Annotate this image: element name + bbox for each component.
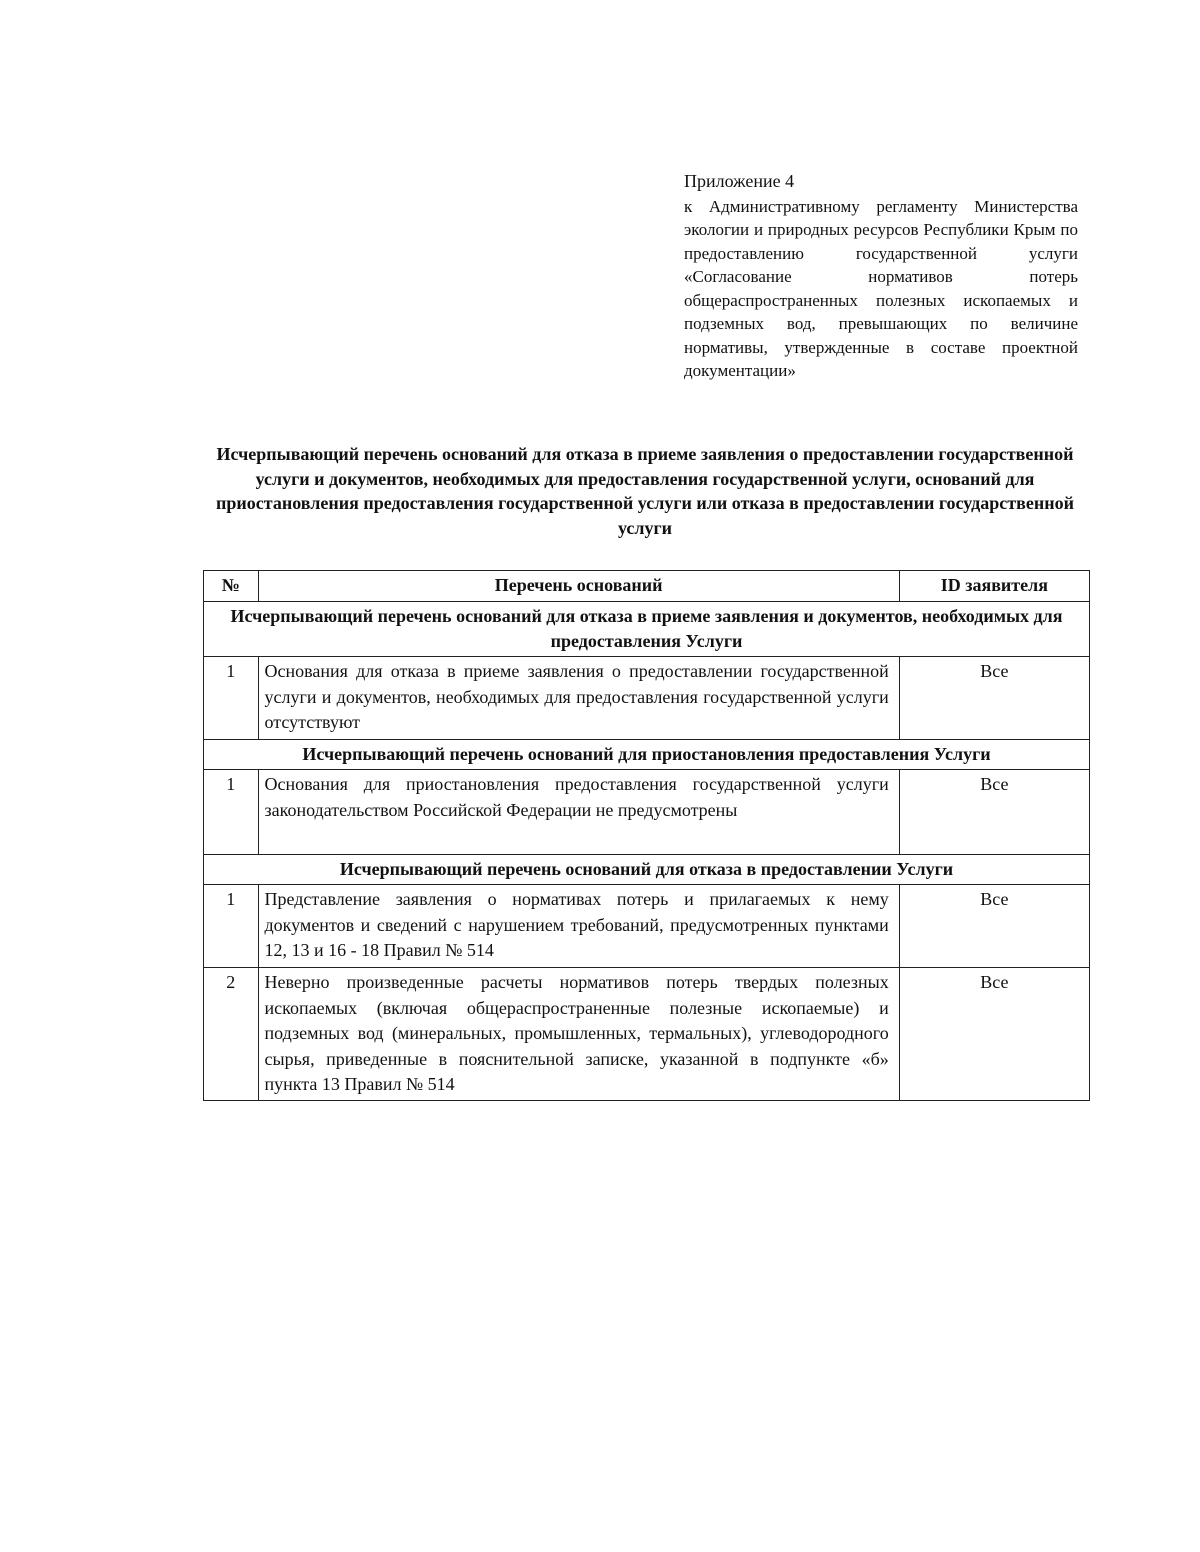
row-applicant: Все <box>899 657 1089 740</box>
row-applicant: Все <box>899 968 1089 1101</box>
section-header-row <box>204 855 1090 885</box>
header-num: № <box>204 571 259 602</box>
table-row <box>204 657 1090 740</box>
table-header-row <box>204 571 1090 602</box>
section-title: Исчерпывающий перечень оснований для приостановления предоставления Услуги <box>204 740 1090 770</box>
header-applicant-id: ID заявителя <box>899 571 1089 602</box>
row-ground-text: Неверно произведенные расчеты нормативов потерь твердых полезных ископаемых (включая общераспространенные полезные ископаемые) и подземных вод (минеральных, промышленных, термальных), углеводородного сырья, приведенные в пояснительной записке, указанной в подпункте «б» пункта 13 Правил № 514 <box>258 968 899 1101</box>
row-ground-text: Основания для отказа в приеме заявления о предоставлении государственной услуги и документов, необходимых для предоставления государственной услуги отсутствуют <box>258 657 899 740</box>
section-title: Исчерпывающий перечень оснований для отказа в предоставлении Услуги <box>204 855 1090 885</box>
section-header-row <box>204 740 1090 770</box>
section-header-row <box>204 602 1090 657</box>
row-number: 2 <box>204 968 259 1101</box>
header-grounds: Перечень оснований <box>258 571 899 602</box>
section-title: Исчерпывающий перечень оснований для отказа в приеме заявления и документов, необходимых для предоставления Услуги <box>204 602 1090 657</box>
appendix-text: к Административному регламенту Министерства экологии и природных ресурсов Республики Крым по предоставлению государственной услуги «Согласование нормативов потерь общераспространенных полезных ископаемых и подземных вод, превышающих по величине нормативы, утвержденные в составе проектной документации» <box>684 196 1078 380</box>
row-ground-text: Основания для приостановления предоставления государственной услуги законодательством Российской Федерации не предусмотрены <box>258 770 899 855</box>
row-number: 1 <box>204 885 259 968</box>
document-title: Исчерпывающий перечень оснований для отказа в приеме заявления о предоставлении государственной услуги и документов, необходимых для предоставления государственной услуги, оснований для приостановления предоставления государственной услуги или отказа в предоставлении государственной услуги <box>216 444 1074 538</box>
table-row <box>204 770 1090 855</box>
row-number: 1 <box>204 770 259 855</box>
appendix-title: Приложение 4 <box>684 171 795 191</box>
appendix-block <box>684 170 1078 383</box>
row-applicant: Все <box>899 770 1089 855</box>
row-applicant: Все <box>899 885 1089 968</box>
row-ground-text: Представление заявления о нормативах потерь и прилагаемых к нему документов и сведений с нарушением требований, предусмотренных пунктами 12, 13 и 16 - 18 Правил № 514 <box>258 885 899 968</box>
table-row <box>204 885 1090 968</box>
table-row <box>204 968 1090 1101</box>
row-number: 1 <box>204 657 259 740</box>
grounds-table <box>203 570 1090 1101</box>
